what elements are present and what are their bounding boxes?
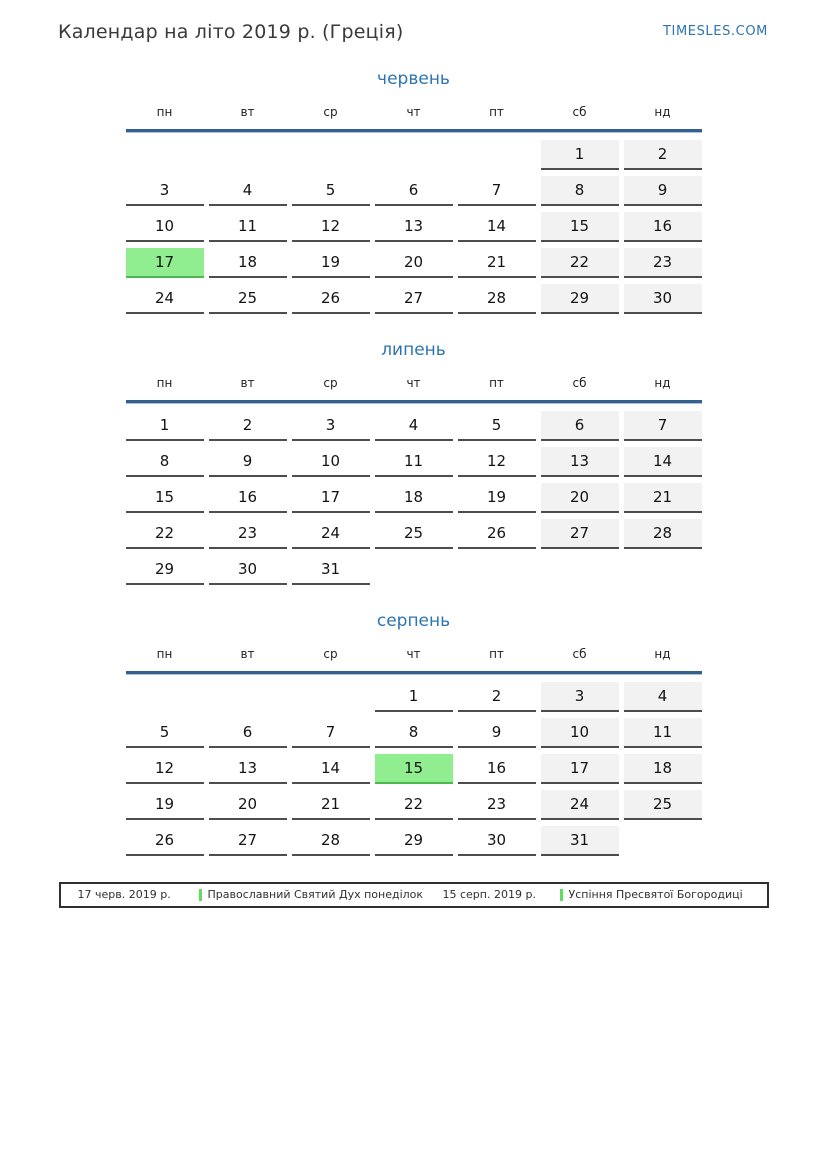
day-cell: 26 bbox=[458, 519, 536, 549]
day-cell: 7 bbox=[458, 176, 536, 206]
month-grid bbox=[126, 411, 702, 585]
legend-label: Православний Святий Дух понеділок bbox=[207, 888, 424, 901]
day-header-cell: ср bbox=[323, 647, 338, 661]
day-header-cell: сб bbox=[572, 105, 587, 119]
day-cell: 29 bbox=[375, 826, 453, 856]
month-title: липень bbox=[381, 340, 446, 360]
day-cell: 3 bbox=[292, 411, 370, 441]
day-cell: 1 bbox=[541, 140, 619, 170]
day-cell: 7 bbox=[292, 718, 370, 748]
day-header-cell: нд bbox=[654, 105, 671, 119]
day-cell: 18 bbox=[375, 483, 453, 513]
day-cell: 21 bbox=[458, 248, 536, 278]
page-title: Календар на літо 2019 р. (Греція) bbox=[58, 21, 404, 43]
day-cell: 27 bbox=[209, 826, 287, 856]
day-cell-empty bbox=[375, 555, 453, 585]
day-cell: 29 bbox=[541, 284, 619, 314]
day-cell: 13 bbox=[541, 447, 619, 477]
day-cell: 21 bbox=[624, 483, 702, 513]
day-cell: 20 bbox=[209, 790, 287, 820]
day-cell: 16 bbox=[624, 212, 702, 242]
day-cell: 11 bbox=[375, 447, 453, 477]
day-cell: 9 bbox=[624, 176, 702, 206]
month-grid bbox=[126, 140, 702, 314]
day-cell: 6 bbox=[541, 411, 619, 441]
day-cell: 24 bbox=[292, 519, 370, 549]
day-cell-empty bbox=[541, 555, 619, 585]
day-header-cell: чт bbox=[406, 376, 421, 390]
day-cell: 25 bbox=[375, 519, 453, 549]
day-header-cell: пт bbox=[489, 376, 504, 390]
day-cell: 10 bbox=[541, 718, 619, 748]
brand-link[interactable]: TIMESLES.COM bbox=[662, 24, 768, 39]
day-header-cell: пн bbox=[156, 647, 173, 661]
day-cell: 4 bbox=[375, 411, 453, 441]
day-cell: 3 bbox=[541, 682, 619, 712]
day-cell: 5 bbox=[458, 411, 536, 441]
day-cell: 23 bbox=[458, 790, 536, 820]
day-header-cell: вт bbox=[240, 376, 255, 390]
day-cell: 14 bbox=[292, 754, 370, 784]
day-cell: 4 bbox=[209, 176, 287, 206]
day-cell: 28 bbox=[458, 284, 536, 314]
day-cell: 8 bbox=[541, 176, 619, 206]
day-cell: 12 bbox=[292, 212, 370, 242]
day-header-cell: пт bbox=[489, 647, 504, 661]
day-cell: 20 bbox=[541, 483, 619, 513]
day-header-cell: пт bbox=[489, 105, 504, 119]
day-cell: 17 bbox=[541, 754, 619, 784]
day-cell: 31 bbox=[292, 555, 370, 585]
day-header-cell: сб bbox=[572, 376, 587, 390]
month-title: червень bbox=[377, 69, 450, 89]
day-cell: 21 bbox=[292, 790, 370, 820]
day-header-cell: ср bbox=[323, 105, 338, 119]
day-cell-empty bbox=[375, 140, 453, 170]
day-cell: 31 bbox=[541, 826, 619, 856]
day-cell: 18 bbox=[624, 754, 702, 784]
header-rule bbox=[126, 671, 702, 675]
day-cell-empty bbox=[292, 140, 370, 170]
day-cell: 16 bbox=[209, 483, 287, 513]
day-cell: 1 bbox=[375, 682, 453, 712]
day-cell: 28 bbox=[292, 826, 370, 856]
holiday-legend bbox=[59, 882, 769, 908]
day-header-cell: сб bbox=[572, 647, 587, 661]
day-cell: 23 bbox=[624, 248, 702, 278]
day-cell-empty bbox=[458, 140, 536, 170]
page-header bbox=[0, 0, 827, 43]
day-header-cell: чт bbox=[406, 105, 421, 119]
day-cell: 17 bbox=[126, 248, 204, 278]
day-header-cell: пн bbox=[156, 376, 173, 390]
day-cell: 30 bbox=[458, 826, 536, 856]
day-header-cell: нд bbox=[654, 647, 671, 661]
day-cell: 10 bbox=[126, 212, 204, 242]
day-cell: 26 bbox=[292, 284, 370, 314]
day-cell-empty bbox=[624, 555, 702, 585]
legend-marker-icon bbox=[560, 889, 563, 901]
day-cell: 9 bbox=[209, 447, 287, 477]
day-header-cell: вт bbox=[240, 647, 255, 661]
day-cell-empty bbox=[624, 826, 702, 856]
day-cell: 10 bbox=[292, 447, 370, 477]
day-cell: 27 bbox=[541, 519, 619, 549]
day-cell: 20 bbox=[375, 248, 453, 278]
header-rule bbox=[126, 400, 702, 404]
calendar-months bbox=[126, 69, 702, 856]
day-cell: 8 bbox=[126, 447, 204, 477]
day-cell: 13 bbox=[375, 212, 453, 242]
day-cell: 14 bbox=[624, 447, 702, 477]
day-cell: 18 bbox=[209, 248, 287, 278]
day-cell: 1 bbox=[126, 411, 204, 441]
day-cell: 14 bbox=[458, 212, 536, 242]
day-cell-empty bbox=[126, 140, 204, 170]
day-cell: 29 bbox=[126, 555, 204, 585]
day-cell: 19 bbox=[126, 790, 204, 820]
day-cell: 6 bbox=[209, 718, 287, 748]
month-grid bbox=[126, 682, 702, 856]
day-cell: 24 bbox=[541, 790, 619, 820]
day-cell: 19 bbox=[292, 248, 370, 278]
day-cell: 9 bbox=[458, 718, 536, 748]
day-header-cell: ср bbox=[323, 376, 338, 390]
day-cell: 27 bbox=[375, 284, 453, 314]
day-cell: 15 bbox=[126, 483, 204, 513]
day-cell: 19 bbox=[458, 483, 536, 513]
day-cell: 11 bbox=[624, 718, 702, 748]
month-section-july bbox=[126, 340, 702, 585]
day-cell: 12 bbox=[126, 754, 204, 784]
day-cell: 8 bbox=[375, 718, 453, 748]
legend-marker-icon bbox=[199, 889, 202, 901]
day-cell: 25 bbox=[624, 790, 702, 820]
day-cell: 28 bbox=[624, 519, 702, 549]
day-header-cell: нд bbox=[654, 376, 671, 390]
day-cell: 17 bbox=[292, 483, 370, 513]
month-title: серпень bbox=[376, 611, 451, 631]
day-cell: 23 bbox=[209, 519, 287, 549]
day-cell: 13 bbox=[209, 754, 287, 784]
day-header-row bbox=[126, 103, 702, 121]
day-cell: 5 bbox=[292, 176, 370, 206]
day-cell: 4 bbox=[624, 682, 702, 712]
day-header-row bbox=[126, 645, 702, 663]
day-header-cell: пн bbox=[156, 105, 173, 119]
day-cell: 15 bbox=[375, 754, 453, 784]
day-cell: 22 bbox=[541, 248, 619, 278]
day-cell: 2 bbox=[209, 411, 287, 441]
day-cell: 22 bbox=[375, 790, 453, 820]
legend-date: 17 черв. 2019 р. bbox=[77, 888, 171, 901]
day-cell: 3 bbox=[126, 176, 204, 206]
legend-date: 15 серп. 2019 р. bbox=[442, 888, 536, 901]
day-cell: 6 bbox=[375, 176, 453, 206]
month-section-august bbox=[126, 611, 702, 856]
day-cell: 30 bbox=[624, 284, 702, 314]
day-cell: 16 bbox=[458, 754, 536, 784]
day-cell: 24 bbox=[126, 284, 204, 314]
day-cell-empty bbox=[209, 682, 287, 712]
day-cell: 5 bbox=[126, 718, 204, 748]
day-cell: 25 bbox=[209, 284, 287, 314]
day-header-cell: чт bbox=[406, 647, 421, 661]
day-cell: 15 bbox=[541, 212, 619, 242]
day-header-cell: вт bbox=[240, 105, 255, 119]
day-cell: 2 bbox=[624, 140, 702, 170]
day-cell: 2 bbox=[458, 682, 536, 712]
day-cell: 7 bbox=[624, 411, 702, 441]
day-cell: 11 bbox=[209, 212, 287, 242]
day-cell: 30 bbox=[209, 555, 287, 585]
day-cell-empty bbox=[126, 682, 204, 712]
month-section-june bbox=[126, 69, 702, 314]
day-cell-empty bbox=[209, 140, 287, 170]
day-cell: 12 bbox=[458, 447, 536, 477]
day-cell-empty bbox=[292, 682, 370, 712]
day-cell-empty bbox=[458, 555, 536, 585]
day-cell: 22 bbox=[126, 519, 204, 549]
header-rule bbox=[126, 129, 702, 133]
day-header-row bbox=[126, 374, 702, 392]
day-cell: 26 bbox=[126, 826, 204, 856]
legend-label: Успіння Пресвятої Богородиці bbox=[568, 888, 743, 901]
